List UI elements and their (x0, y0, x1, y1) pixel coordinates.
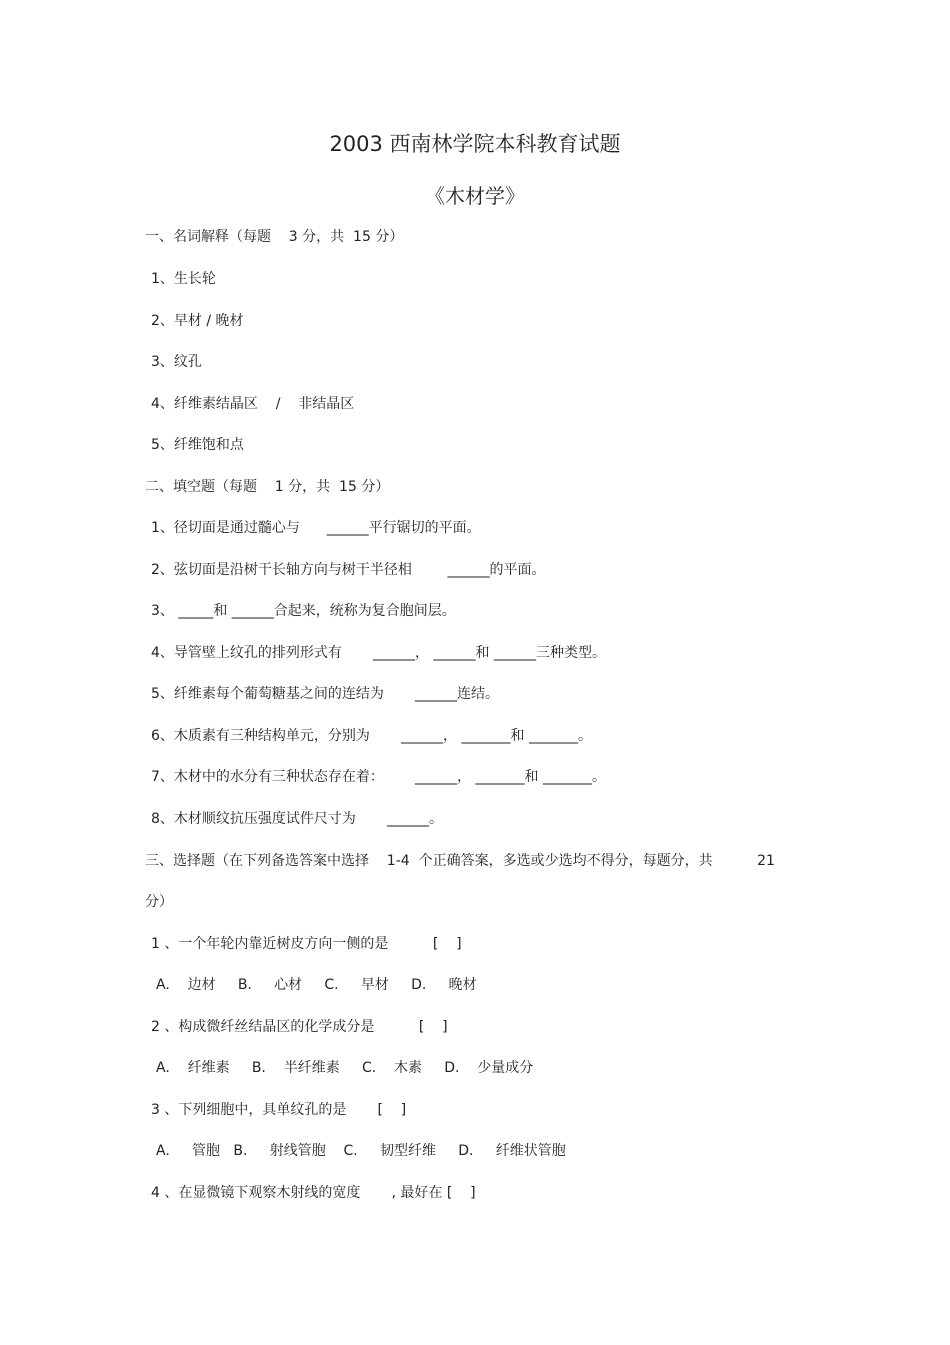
fill-blank-item: 5、纤维素每个葡萄糖基之间的连结为 ______连结。 (151, 686, 500, 702)
section-2-heading: 二、填空题（每题 1 分，共 15 分） (145, 479, 390, 495)
fill-blank-item: 1、径切面是通过髓心与 ______平行锯切的平面。 (151, 520, 481, 536)
section-1-heading: 一、名词解释（每题 3 分，共 15 分） (145, 229, 404, 245)
term-item: 2、早材 / 晚材 (151, 313, 244, 329)
fill-blank-item: 8、木材顺纹抗压强度试件尺寸为 ______。 (151, 811, 444, 827)
choice-question: 2 、构成微纤丝结晶区的化学成分是 [ ] (151, 1019, 448, 1035)
section-3-heading-cont: 分） (145, 894, 173, 910)
choice-question: 3 、下列细胞中，具单纹孔的是 [ ] (151, 1102, 407, 1118)
fill-blank-item: 2、弦切面是沿树干长轴方向与树干半径相 ______的平面。 (151, 562, 546, 578)
term-item: 5、纤维饱和点 (151, 437, 244, 453)
term-item: 4、纤维素结晶区 / 非结晶区 (151, 396, 355, 412)
choice-options: A. 边材 B. 心材 C. 早材 D. 晚材 (156, 977, 477, 993)
fill-blank-item: 7、木材中的水分有三种状态存在着： ______， _______和 _______。 (151, 769, 606, 785)
fill-blank-item: 6、木质素有三种结构单元，分别为 ______， _______和 _______。 (151, 728, 592, 744)
choice-options: A. 纤维素 B. 半纤维素 C. 木素 D. 少量成分 (156, 1060, 534, 1076)
choice-question: 4 、在显微镜下观察木射线的宽度 , 最好在 [ ] (151, 1185, 476, 1201)
term-item: 3、纹孔 (151, 354, 202, 370)
course-title: 《木材学》 (425, 184, 525, 208)
term-item: 1、生长轮 (151, 271, 216, 287)
exam-title: 2003 西南林学院本科教育试题 (329, 132, 621, 156)
fill-blank-item: 4、导管壁上纹孔的排列形式有 ______， ______和 ______三种类型。 (151, 645, 606, 661)
section-3-heading: 三、选择题（在下列备选答案中选择 1-4 个正确答案，多选或少选均不得分，每题分，共 21 (145, 853, 775, 869)
choice-question: 1 、一个年轮内靠近树皮方向一侧的是 [ ] (151, 936, 462, 952)
choice-options: A. 管胞 B. 射线管胞 C. 韧型纤维 D. 纤维状管胞 (156, 1143, 566, 1159)
fill-blank-item: 3、 _____和 ______合起来，统称为复合胞间层。 (151, 603, 456, 619)
